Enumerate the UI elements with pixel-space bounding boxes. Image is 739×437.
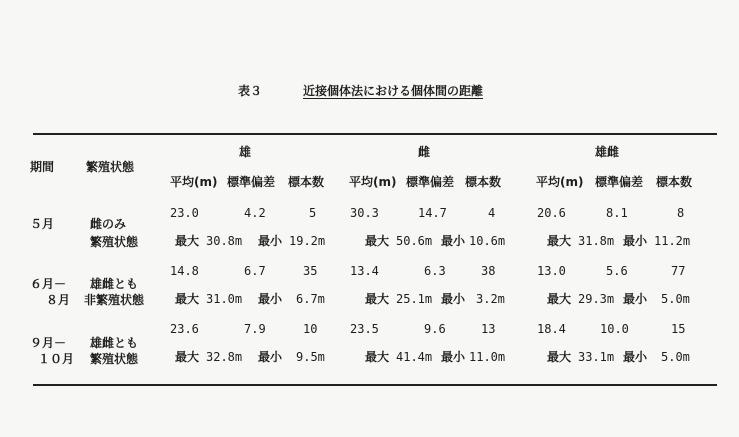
row-period-line1: ９月－ xyxy=(30,336,67,350)
male-n: 35 xyxy=(303,264,318,278)
female-n: 38 xyxy=(481,264,496,278)
both-max-label: 最大 xyxy=(547,350,572,364)
male-mean: 23.6 xyxy=(170,322,199,336)
both-min-label: 最小 xyxy=(623,234,648,248)
both-sd: 5.6 xyxy=(606,264,628,278)
male-sd: 4.2 xyxy=(244,206,266,220)
male-n: 5 xyxy=(309,206,317,220)
both-max-label: 最大 xyxy=(547,234,572,248)
table-number: 表３ xyxy=(238,84,263,98)
both-min: 5.0m xyxy=(661,350,690,364)
female-n: 13 xyxy=(481,322,496,336)
male-min-label: 最小 xyxy=(258,234,283,248)
subheader-n: 標本数 xyxy=(288,175,325,189)
male-max-label: 最大 xyxy=(175,350,200,364)
both-mean: 20.6 xyxy=(537,206,566,220)
female-max: 50.6m xyxy=(396,234,433,248)
both-sd: 10.0 xyxy=(600,322,629,336)
male-n: 10 xyxy=(303,322,318,336)
header-group-both: 雄雌 xyxy=(595,145,620,159)
header-group-female: 雌 xyxy=(418,145,431,159)
male-min: 6.7m xyxy=(296,292,325,306)
female-sd: 9.6 xyxy=(424,322,446,336)
female-sd: 6.3 xyxy=(424,264,446,278)
female-mean: 13.4 xyxy=(350,264,379,278)
male-min: 19.2m xyxy=(289,234,326,248)
male-max: 31.0m xyxy=(206,292,243,306)
both-n: 77 xyxy=(671,264,686,278)
bottom-rule xyxy=(33,384,717,386)
male-sd: 6.7 xyxy=(244,264,266,278)
both-n: 8 xyxy=(677,206,685,220)
both-max-label: 最大 xyxy=(547,292,572,306)
female-min-label: 最小 xyxy=(441,234,466,248)
female-sd: 14.7 xyxy=(418,206,447,220)
both-mean: 18.4 xyxy=(537,322,566,336)
row-period-line2: １０月 xyxy=(38,352,75,366)
female-max: 41.4m xyxy=(396,350,433,364)
both-mean: 13.0 xyxy=(537,264,566,278)
female-max-label: 最大 xyxy=(365,292,390,306)
both-max: 31.8m xyxy=(578,234,615,248)
female-n: 4 xyxy=(488,206,496,220)
row-state-line1: 雄雌とも xyxy=(90,277,139,291)
subheader-mean: 平均(m) xyxy=(170,175,218,189)
female-max-label: 最大 xyxy=(365,350,390,364)
male-min-label: 最小 xyxy=(258,350,283,364)
female-mean: 30.3 xyxy=(350,206,379,220)
male-max: 32.8m xyxy=(206,350,243,364)
male-sd: 7.9 xyxy=(244,322,266,336)
header-period: 期間 xyxy=(30,160,55,174)
male-mean: 14.8 xyxy=(170,264,199,278)
row-state-line2: 繁殖状態 xyxy=(90,352,139,366)
both-min-label: 最小 xyxy=(623,292,648,306)
female-min: 11.0m xyxy=(469,350,506,364)
row-state-line2: 繁殖状態 xyxy=(90,235,139,249)
header-state: 繁殖状態 xyxy=(86,160,135,174)
both-min-label: 最小 xyxy=(623,350,648,364)
male-min: 9.5m xyxy=(296,350,325,364)
both-min: 5.0m xyxy=(661,292,690,306)
row-state-line2: 非繁殖状態 xyxy=(84,293,145,307)
female-min-label: 最小 xyxy=(441,292,466,306)
subheader-n: 標本数 xyxy=(465,175,502,189)
row-period-line1: ６月－ xyxy=(30,277,67,291)
male-max: 30.8m xyxy=(206,234,243,248)
row-state-line1: 雄雌とも xyxy=(90,336,139,350)
male-mean: 23.0 xyxy=(170,206,199,220)
row-state-line1: 雌のみ xyxy=(90,217,127,231)
female-min: 10.6m xyxy=(469,234,506,248)
table-title: 近接個体法における個体間の距離 xyxy=(303,84,484,98)
both-max: 29.3m xyxy=(578,292,615,306)
subheader-sd: 標準偏差 xyxy=(227,175,276,189)
subheader-sd: 標準偏差 xyxy=(406,175,455,189)
both-sd: 8.1 xyxy=(606,206,628,220)
female-max-label: 最大 xyxy=(365,234,390,248)
female-mean: 23.5 xyxy=(350,322,379,336)
subheader-mean: 平均(m) xyxy=(536,175,584,189)
row-period-line2: ８月 xyxy=(46,293,71,307)
female-min: 3.2m xyxy=(476,292,505,306)
male-max-label: 最大 xyxy=(175,234,200,248)
row-period: ５月 xyxy=(30,217,55,231)
female-min-label: 最小 xyxy=(441,350,466,364)
male-min-label: 最小 xyxy=(258,292,283,306)
both-n: 15 xyxy=(671,322,686,336)
both-min: 11.2m xyxy=(654,234,691,248)
female-max: 25.1m xyxy=(396,292,433,306)
subheader-sd: 標準偏差 xyxy=(595,175,644,189)
subheader-n: 標本数 xyxy=(656,175,693,189)
top-rule xyxy=(33,133,717,135)
subheader-mean: 平均(m) xyxy=(349,175,397,189)
both-max: 33.1m xyxy=(578,350,615,364)
header-group-male: 雄 xyxy=(239,145,252,159)
male-max-label: 最大 xyxy=(175,292,200,306)
